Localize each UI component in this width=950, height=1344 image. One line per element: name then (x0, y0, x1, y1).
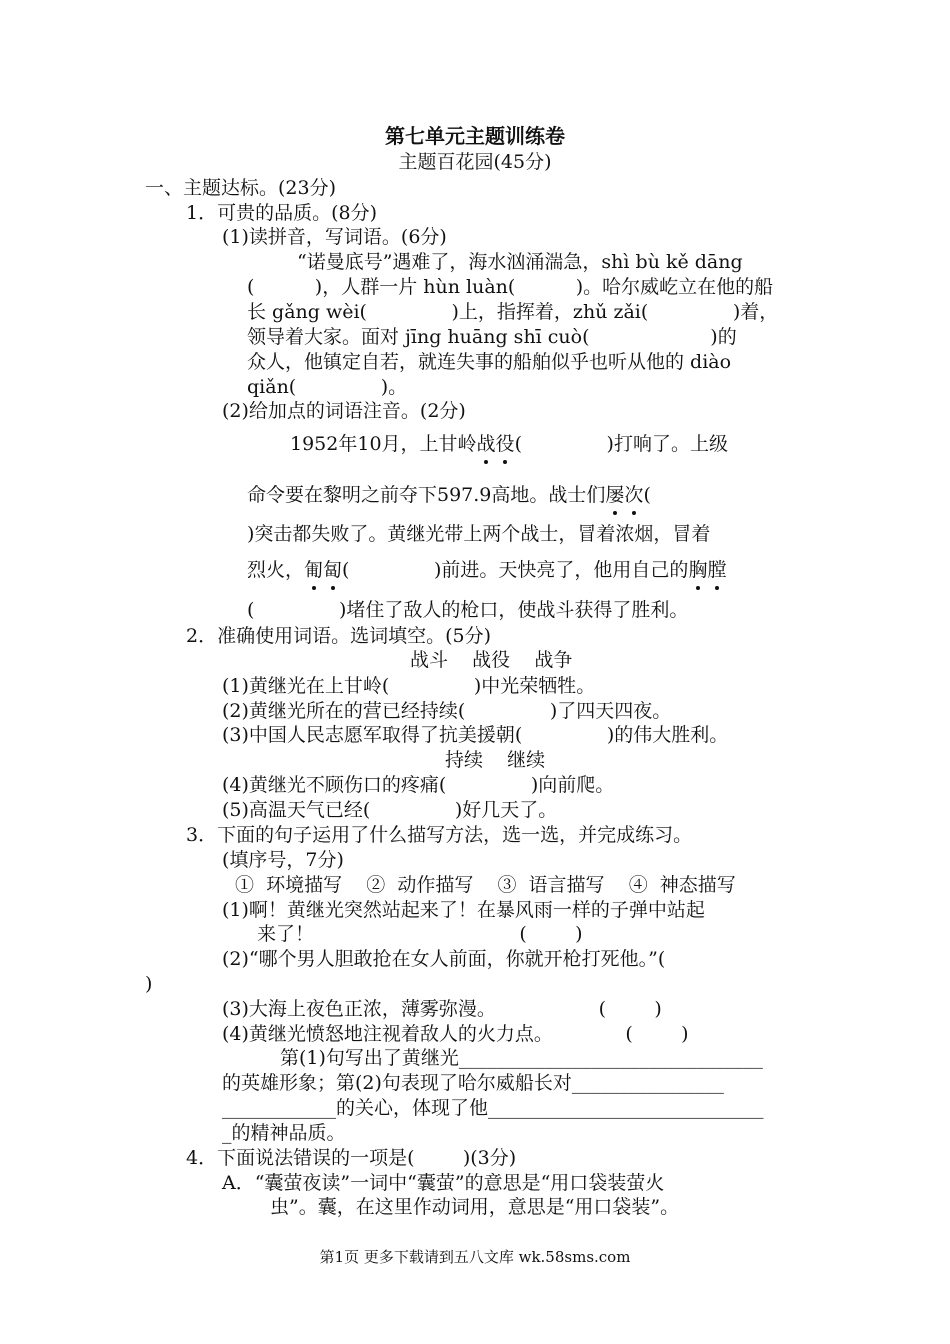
choice-a: A．“囊萤夜读”一词中“囊萤”的意思是“用口袋装萤火 (222, 1172, 665, 1194)
question-1-part-2-label: (2)给加点的词语注音。(2分) (222, 400, 466, 422)
pinyin-line: 长 gǎng wèi( )上，指挥着，zhǔ zǎi( )着， (247, 301, 779, 323)
sentence-item: (3)大海上夜色正浓，薄雾弥漫。 ( ) (222, 998, 662, 1020)
dotted-char: 膛 (707, 559, 726, 581)
emphasis-dot (312, 586, 316, 590)
annotate-line: 命令要在黎明之前夺下597.9高地。战士们屡 次 ( (247, 483, 651, 507)
pinyin-line: 众人，他镇定自若，就连失事的船舶似乎也听从他的 diào (247, 351, 732, 373)
fill-item: (2)黄继光所在的营已经持续( )了四天四夜。 (222, 700, 672, 722)
fill-item: (1)黄继光在上甘岭( )中光荣牺牲。 (222, 675, 596, 697)
question-3-heading-cont: (填序号，7分) (222, 849, 344, 871)
page-title: 第七单元主题训练卷 (385, 124, 565, 148)
annotate-line: )突击都失败了。黄继光带上两个战士，冒着浓烟，冒着 (247, 523, 711, 545)
question-1-heading: 1．可贵的品质。(8分) (186, 202, 378, 224)
question-4-heading: 4．下面说法错误的一项是( )(3分) (186, 1147, 517, 1169)
page-footer: 第1页 更多下载请到五八文库 wk.58sms.com (319, 1248, 631, 1266)
emphasis-dot (331, 586, 335, 590)
annotate-line: 烈火，匍 匐 ( )前进。天快亮了，他用自己的胸 膛 (247, 558, 726, 582)
emphasis-dot (613, 511, 617, 515)
question-3-heading: 3．下面的句子运用了什么描写方法，选一选，并完成练习。 (186, 824, 693, 846)
fill-in-line: 的英雄形象；第(2)句表现了哈尔威船长对________________ (222, 1072, 724, 1094)
sentence-item: (1)啊！黄继光突然站起来了！在暴风雨一样的子弹中站起 (222, 899, 705, 921)
sentence-item: (4)黄继光愤怒地注视着敌人的火力点。 ( ) (222, 1023, 689, 1045)
section-heading: 一、主题达标。(23分) (145, 177, 337, 199)
fill-item: (3)中国人民志愿军取得了抗美援朝( )的伟大胜利。 (222, 724, 729, 746)
dotted-char: 胸 (688, 559, 707, 581)
word-options: 战斗 战役 战争 (410, 649, 573, 671)
page-subtitle: 主题百花园(45分) (398, 151, 552, 173)
emphasis-dot (503, 460, 507, 464)
fill-in-line: ____________的关心，体现了他_____________________________ (222, 1097, 764, 1119)
dotted-char: 战 (477, 433, 496, 455)
pinyin-line: 领导着大家。面对 jīng huāng shī cuò( )的 (247, 326, 737, 348)
question-1-part-1-label: (1)读拼音，写词语。(6分) (222, 226, 447, 248)
dotted-char: 次 (624, 484, 643, 506)
fill-item: (4)黄继光不顾伤口的疼痛( )向前爬。 (222, 774, 615, 796)
emphasis-dot (632, 511, 636, 515)
sentence-item: 来了！ ( ) (257, 923, 583, 945)
sentence-item: ) (145, 973, 153, 995)
fill-item: (5)高温天气已经( )好几天了。 (222, 799, 558, 821)
choice-a-cont: 虫”。囊，在这里作动词用，意思是“用口袋装”。 (270, 1196, 680, 1218)
pinyin-line: ( )，人群一片 hùn luàn( )。哈尔威屹立在他的船 (247, 276, 774, 298)
word-options: 持续 继续 (445, 749, 546, 771)
dotted-char: 匍 (304, 559, 323, 581)
sentence-item: (2)“哪个男人胆敢抢在女人前面，你就开枪打死他。”( (222, 948, 666, 970)
annotate-line: 1952年10月，上甘岭战 役 ( )打响了。上级 (290, 432, 728, 456)
dotted-char: 匐 (323, 559, 342, 581)
dotted-char: 役 (496, 433, 515, 455)
emphasis-dot (715, 586, 719, 590)
fill-in-line: 第(1)句写出了黄继光________________________________ (280, 1047, 763, 1069)
annotate-line: ( )堵住了敌人的枪口，使战斗获得了胜利。 (247, 599, 689, 621)
pinyin-line: qiǎn( )。 (247, 376, 408, 398)
fill-in-line: _的精神品质。 (222, 1122, 346, 1144)
emphasis-dot (696, 586, 700, 590)
method-options: ① 环境描写 ② 动作描写 ③ 语言描写 ④ 神态描写 (235, 874, 736, 896)
question-2-heading: 2．准确使用词语。选词填空。(5分) (186, 625, 492, 647)
emphasis-dot (484, 460, 488, 464)
dotted-char: 屡 (605, 484, 624, 506)
pinyin-line: “诺曼底号”遇难了，海水汹涌湍急，shì bù kě dāng (297, 251, 743, 273)
